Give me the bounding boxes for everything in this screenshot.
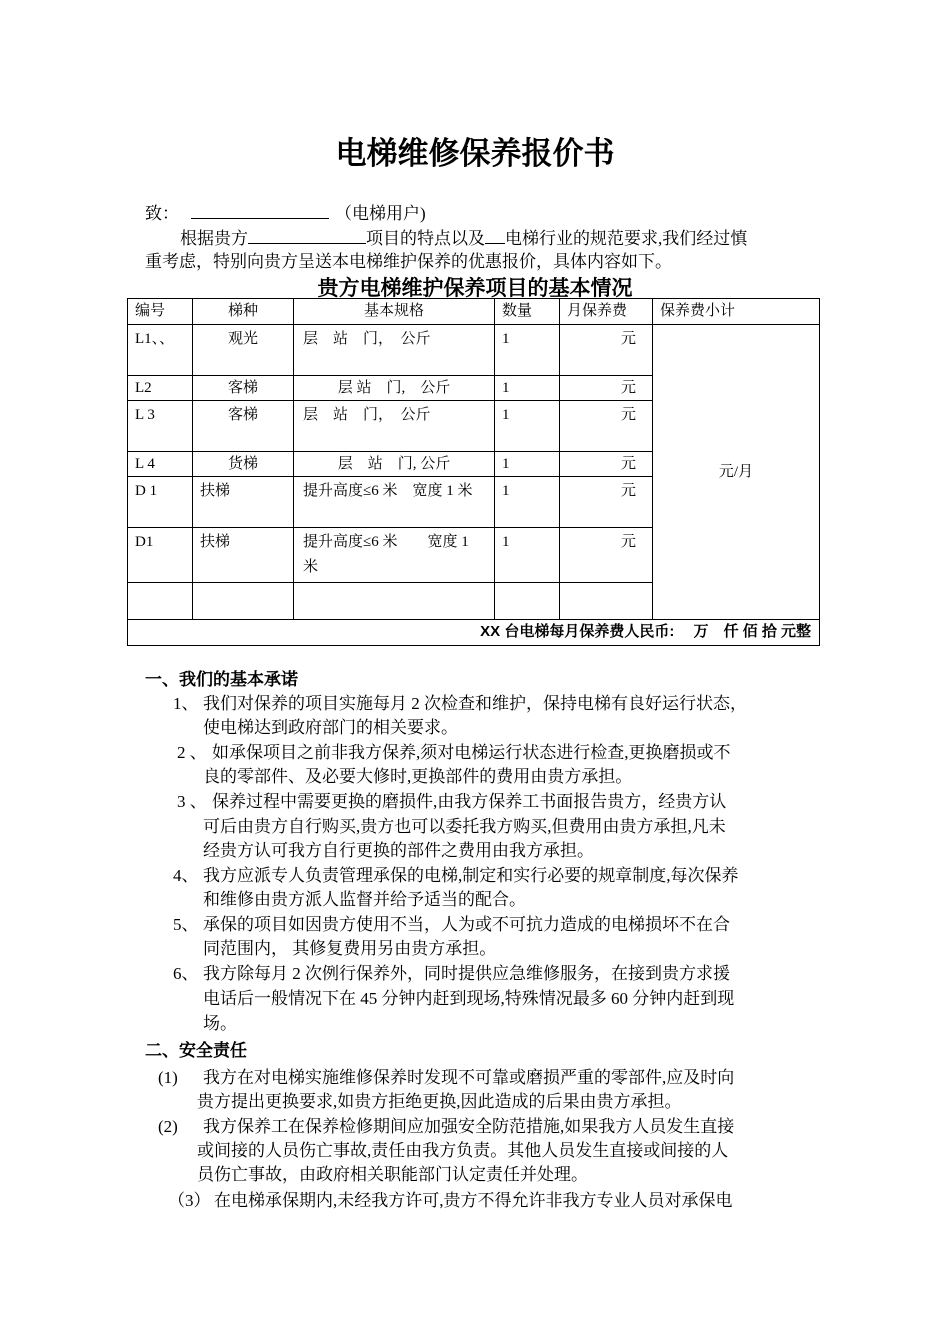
- cell-qty: 1: [495, 376, 560, 401]
- cell-type: 观光: [193, 325, 294, 376]
- cell-qty: 1: [495, 452, 560, 477]
- cell-qty: 1: [495, 325, 560, 376]
- item-line: 如承保项目之前非我方保养,须对电梯运行状态进行检查,更换磨损或不: [212, 743, 731, 762]
- cell-type: 客梯: [193, 376, 294, 401]
- addressee-suffix: （电梯用户): [335, 204, 426, 223]
- intro-line-1: [180, 226, 747, 250]
- item-number: 3 、: [177, 792, 207, 811]
- item-line: 和维修由贵方派人监督并给予适当的配合。: [203, 890, 526, 909]
- table-total-row: [128, 620, 820, 646]
- header-fee: 月保养费: [560, 299, 653, 325]
- subtotal-cell: 元/月: [653, 325, 820, 620]
- item-line: 场。: [203, 1014, 237, 1033]
- item-line: 经贵方认可我方自行更换的部件之费用由我方承担。: [203, 841, 594, 860]
- industry-blank: [485, 226, 505, 244]
- cell-type: 扶梯: [193, 528, 294, 583]
- cell-qty: 1: [495, 528, 560, 583]
- cell-empty: [128, 583, 193, 620]
- header-qty: 数量: [495, 299, 560, 325]
- table-title: 贵方电梯维护保养项目的基本情况: [317, 277, 633, 300]
- item-number: 5、: [173, 915, 199, 934]
- item-number: (2): [158, 1117, 178, 1136]
- item-line: 同范围内， 其修复费用另由贵方承担。: [203, 939, 497, 958]
- table-header-row: [128, 299, 820, 325]
- item-number: 6、: [173, 964, 199, 983]
- cell-empty: [294, 583, 495, 620]
- item-line: 贵方提出更换要求,如贵方拒绝更换,因此造成的后果由贵方承担。: [197, 1092, 682, 1111]
- item-line: 或间接的人员伤亡事故,责任由我方负责。其他人员发生直接或间接的人: [197, 1141, 729, 1160]
- document-title: 电梯维修保养报价书: [335, 136, 615, 171]
- cell-empty: [193, 583, 294, 620]
- item-line: 我们对保养的项目实施每月 2 次检查和维护，保持电梯有良好运行状态，: [203, 694, 747, 713]
- cell-qty: 1: [495, 477, 560, 528]
- item-line: 良的零部件、及必要大修时,更换部件的费用由贵方承担。: [203, 767, 633, 786]
- cell-spec: 层 站 门， 公斤: [294, 401, 495, 452]
- item-number: 1、: [173, 694, 199, 713]
- item-line: 我方在对电梯实施维修保养时发现不可靠或磨损严重的零部件,应及时向: [203, 1068, 735, 1087]
- cell-spec: 层 站 门， 公斤: [294, 325, 495, 376]
- item-line: 我方保养工在保养检修期间应加强安全防范措施,如果我方人员发生直接: [203, 1117, 735, 1136]
- cell-spec: 层 站 门, 公斤: [294, 376, 495, 401]
- cell-empty: [495, 583, 560, 620]
- cell-fee: 元: [560, 401, 653, 452]
- item-line: 使电梯达到政府部门的相关要求。: [203, 718, 458, 737]
- cell-id: L 4: [128, 452, 193, 477]
- cell-id: D 1: [128, 477, 193, 528]
- cell-spec: 提升高度≤6 米 宽度 1 米: [294, 477, 495, 528]
- section-2-heading: 二、安全责任: [145, 1041, 247, 1060]
- item-line: 员伤亡事故，由政府相关职能部门认定责任并处理。: [197, 1165, 588, 1184]
- elevator-table: [127, 298, 820, 646]
- item-line: 承保的项目如因贵方使用不当，人为或不可抗力造成的电梯损坏不在合: [203, 915, 730, 934]
- cell-fee: 元: [560, 477, 653, 528]
- item-number: (1): [158, 1068, 178, 1087]
- cell-fee: 元: [560, 528, 653, 583]
- cell-id: D1: [128, 528, 193, 583]
- total-cell: XX 台电梯每月保养费人民币: 万 仟 佰 拾 元整: [128, 620, 820, 646]
- cell-spec: 层 站 门, 公斤: [294, 452, 495, 477]
- cell-qty: 1: [495, 401, 560, 452]
- intro-line-2: 重考虑，特别向贵方呈送本电梯维护保养的优惠报价，具体内容如下。: [145, 252, 672, 271]
- item-line: 我方除每月 2 次例行保养外，同时提供应急维修服务，在接到贵方求援: [203, 964, 730, 983]
- cell-id: L1、、: [128, 325, 193, 376]
- item-line: 在电梯承保期内,未经我方许可,贵方不得允许非我方专业人员对承保电: [214, 1191, 733, 1210]
- item-number: （3）: [168, 1191, 211, 1210]
- header-spec: 基本规格: [294, 299, 495, 325]
- addressee-line: [145, 201, 426, 225]
- cell-spec: 提升高度≤6 米 宽度 1 米: [294, 528, 495, 583]
- header-type: 梯种: [193, 299, 294, 325]
- item-number: 4、: [173, 866, 199, 885]
- cell-type: 客梯: [193, 401, 294, 452]
- item-line: 电话后一般情况下在 45 分钟内赶到现场,特殊情况最多 60 分钟内赶到现: [203, 989, 735, 1008]
- item-line: 我方应派专人负责管理承保的电梯,制定和实行必要的规章制度,每次保养: [203, 866, 739, 885]
- item-number: 2 、: [177, 743, 207, 762]
- cell-fee: 元: [560, 376, 653, 401]
- table-row: [128, 325, 820, 376]
- header-subtotal: 保养费小计: [653, 299, 820, 325]
- intro-text-c: 电梯行业的规范要求,我们经过慎: [505, 229, 748, 248]
- cell-fee: 元: [560, 452, 653, 477]
- addressee-prefix: 致：: [145, 204, 179, 223]
- item-line: 保养过程中需要更换的磨损件,由我方保养工书面报告贵方，经贵方认: [212, 792, 727, 811]
- cell-fee: 元: [560, 325, 653, 376]
- cell-type: 货梯: [193, 452, 294, 477]
- addressee-blank: [191, 201, 329, 219]
- cell-id: L 3: [128, 401, 193, 452]
- section-1-heading: 一、我们的基本承诺: [145, 670, 298, 689]
- intro-text-b: 项目的特点以及: [366, 229, 485, 248]
- header-id: 编号: [128, 299, 193, 325]
- cell-id: L2: [128, 376, 193, 401]
- cell-type: 扶梯: [193, 477, 294, 528]
- cell-empty: [560, 583, 653, 620]
- project-blank: [248, 226, 366, 244]
- intro-text-a: 根据贵方: [180, 229, 248, 248]
- item-line: 可后由贵方自行购买,贵方也可以委托我方购买,但费用由贵方承担,凡未: [203, 817, 726, 836]
